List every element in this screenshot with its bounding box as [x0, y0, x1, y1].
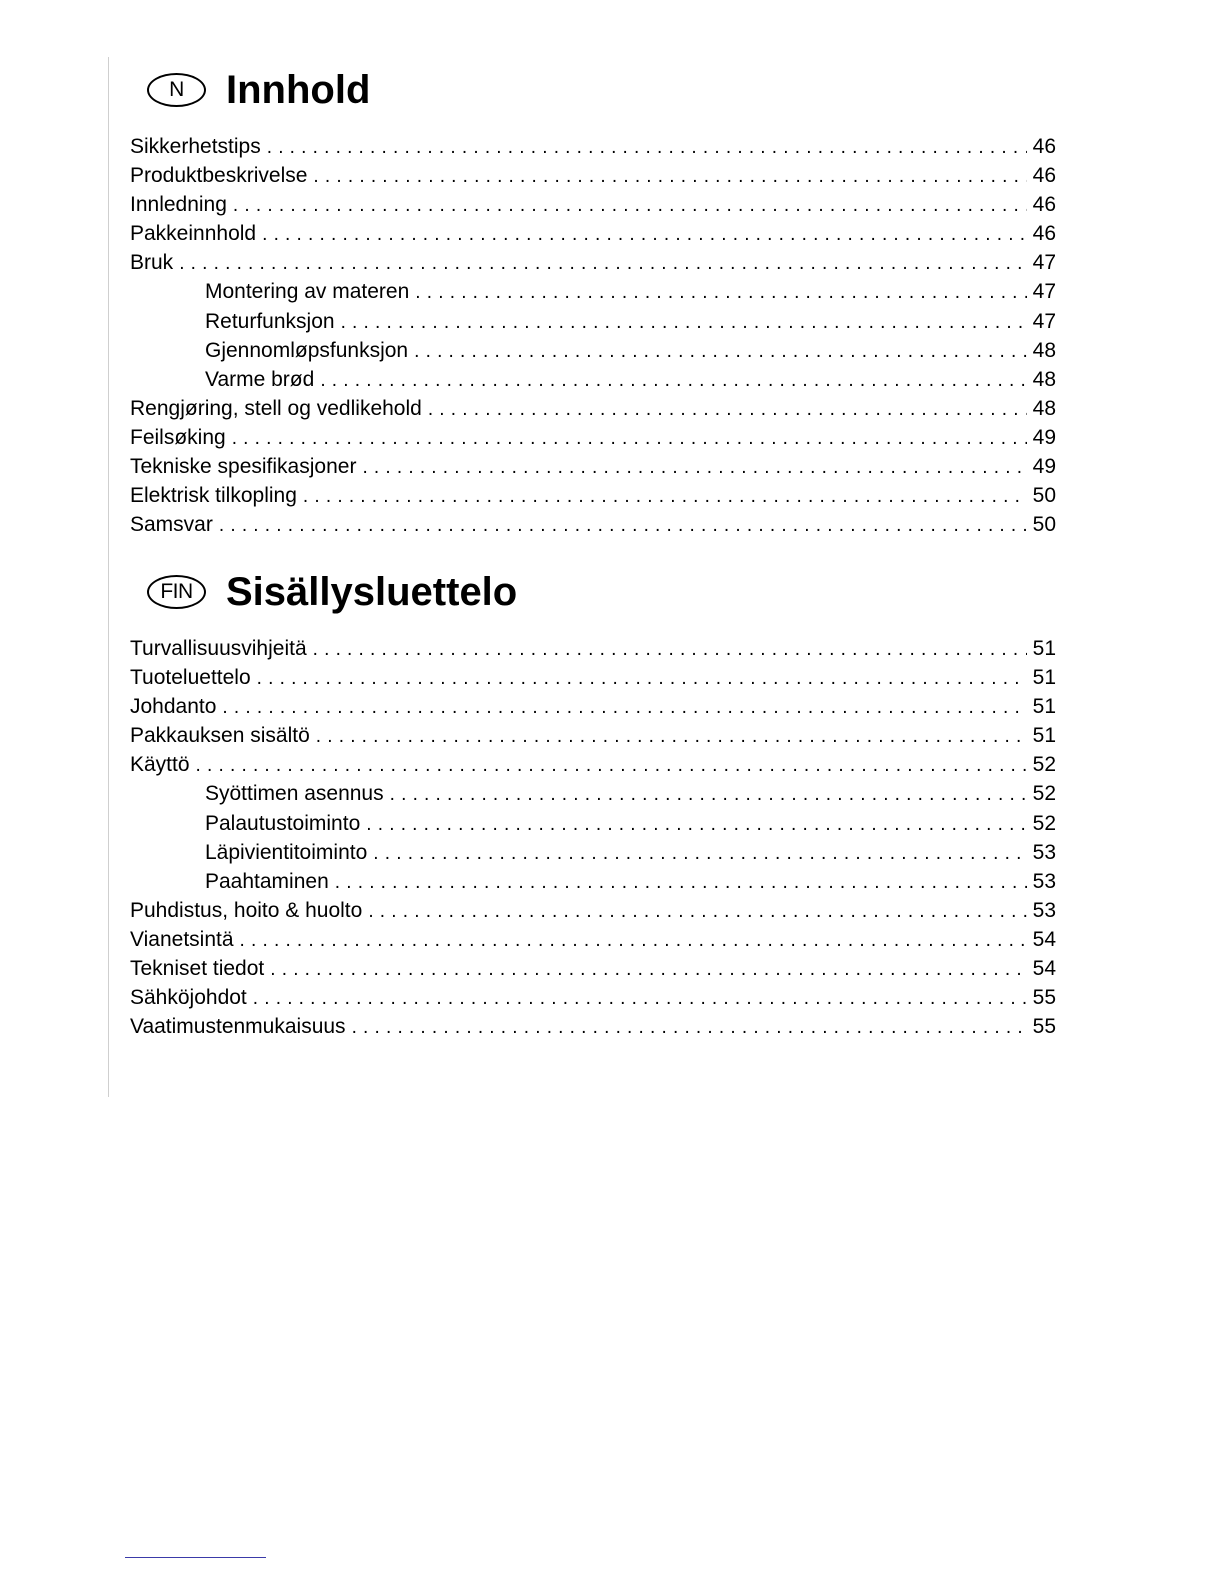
- dot-leader: [196, 751, 1027, 780]
- toc-entry-page: 49: [1032, 425, 1056, 449]
- dot-leader: [316, 722, 1027, 751]
- dot-leader: [335, 868, 1027, 897]
- dot-leader: [232, 424, 1027, 453]
- toc-entry-page: 50: [1032, 484, 1056, 508]
- toc-entry-page: 53: [1032, 840, 1056, 864]
- toc-entry-page: 55: [1032, 1015, 1056, 1039]
- toc-entry[interactable]: [130, 423, 1056, 452]
- toc-entry[interactable]: [130, 1012, 1056, 1041]
- toc-entry[interactable]: [130, 481, 1056, 510]
- dot-leader: [352, 1013, 1027, 1042]
- toc-entry-label: Johdanto: [130, 695, 217, 719]
- dot-leader: [428, 395, 1027, 424]
- toc-subentry[interactable]: [130, 809, 1056, 838]
- toc-entry-label: Turvallisuusvihjeitä: [130, 637, 307, 660]
- toc-entry-label: Läpivientitoiminto: [205, 840, 368, 864]
- toc-subentry[interactable]: [130, 365, 1056, 394]
- toc-entry-label: Vaatimustenmukaisuus: [130, 1015, 346, 1039]
- toc-entry-page: 51: [1032, 724, 1056, 748]
- dot-leader: [233, 191, 1027, 220]
- toc-entry-label: Sähköjohdot: [130, 986, 247, 1010]
- toc-entry-label: Tekniske spesifikasjoner: [130, 455, 357, 479]
- toc-entry-label: Produktbeskrivelse: [130, 164, 308, 188]
- toc-entry[interactable]: [130, 161, 1056, 190]
- toc-entry-page: 47: [1032, 251, 1056, 275]
- toc-entry-page: 48: [1032, 396, 1056, 420]
- dot-leader: [373, 839, 1026, 868]
- toc-entry-label: Sikkerhetstips: [130, 135, 261, 158]
- toc-entry-page: 46: [1032, 164, 1056, 188]
- toc-entry-page: 51: [1032, 695, 1056, 719]
- toc-subentry[interactable]: [130, 838, 1056, 867]
- toc-section-norwegian: [130, 64, 1056, 539]
- toc-list: [130, 132, 1056, 539]
- toc-entry-page: 46: [1032, 222, 1056, 246]
- dot-leader: [267, 133, 1027, 162]
- toc-entry-page: 53: [1032, 898, 1056, 922]
- dot-leader: [240, 926, 1027, 955]
- toc-entry-label: Puhdistus, hoito & huolto: [130, 898, 363, 922]
- toc-entry-page: 54: [1032, 957, 1056, 981]
- margin-rule: [108, 57, 109, 1097]
- toc-entry-label: Bruk: [130, 251, 174, 275]
- toc-entry[interactable]: [130, 634, 1056, 663]
- toc-entry-label: Feilsøking: [130, 425, 226, 449]
- toc-entry-label: Elektrisk tilkopling: [130, 484, 297, 508]
- toc-list: [130, 634, 1056, 1041]
- toc-entry[interactable]: [130, 925, 1056, 954]
- dot-leader: [303, 482, 1027, 511]
- dot-leader: [253, 984, 1027, 1013]
- toc-entry-page: 48: [1032, 338, 1056, 362]
- toc-entry[interactable]: [130, 452, 1056, 481]
- toc-entry-label: Pakkeinnhold: [130, 222, 257, 246]
- toc-entry-page: 51: [1032, 666, 1056, 690]
- toc-entry-label: Innledning: [130, 193, 227, 217]
- toc-entry[interactable]: [130, 132, 1056, 161]
- toc-entry-label: Gjennomløpsfunksjon: [205, 338, 409, 362]
- toc-entry[interactable]: [130, 954, 1056, 983]
- toc-entry-label: Tuoteluettelo: [130, 666, 251, 690]
- dot-leader: [219, 511, 1027, 540]
- dot-leader: [313, 635, 1027, 664]
- section-heading: [147, 64, 1056, 116]
- toc-subentry[interactable]: [130, 277, 1056, 306]
- toc-entry-label: Pakkauksen sisältö: [130, 724, 310, 748]
- toc-entry-page: 46: [1032, 135, 1056, 158]
- toc-entry[interactable]: [130, 692, 1056, 721]
- toc-entry-page: 50: [1032, 513, 1056, 537]
- toc-entry-label: Tekniset tiedot: [130, 957, 265, 981]
- section-title: Sisällysluettelo: [226, 569, 518, 614]
- toc-entry-page: 52: [1032, 753, 1056, 777]
- language-badge-icon: FIN: [147, 575, 206, 609]
- dot-leader: [390, 780, 1027, 809]
- toc-entry-page: 53: [1032, 869, 1056, 893]
- dot-leader: [313, 162, 1026, 191]
- toc-entry-label: Syöttimen asennus: [205, 782, 384, 806]
- toc-entry[interactable]: [130, 394, 1056, 423]
- section-heading: [147, 566, 1056, 618]
- toc-entry-label: Varme brød: [205, 367, 315, 391]
- toc-entry[interactable]: [130, 721, 1056, 750]
- toc-subentry[interactable]: [130, 307, 1056, 336]
- toc-entry[interactable]: [130, 896, 1056, 925]
- toc-entry-label: Vianetsintä: [130, 927, 234, 951]
- toc-entry[interactable]: [130, 750, 1056, 779]
- toc-entry-page: 47: [1032, 280, 1056, 304]
- toc-entry[interactable]: [130, 190, 1056, 219]
- toc-section-finnish: [130, 566, 1056, 1041]
- toc-entry-page: 55: [1032, 986, 1056, 1010]
- toc-entry[interactable]: [130, 248, 1056, 277]
- toc-entry[interactable]: [130, 983, 1056, 1012]
- dot-leader: [341, 308, 1027, 337]
- dot-leader: [262, 220, 1027, 249]
- language-badge-icon: N: [147, 73, 206, 107]
- dot-leader: [257, 664, 1027, 693]
- toc-entry[interactable]: [130, 510, 1056, 539]
- toc-entry[interactable]: [130, 663, 1056, 692]
- dot-leader: [414, 337, 1027, 366]
- toc-entry-page: 47: [1032, 309, 1056, 333]
- dot-leader: [366, 810, 1026, 839]
- toc-entry[interactable]: [130, 219, 1056, 248]
- dot-leader: [368, 897, 1026, 926]
- dot-leader: [179, 249, 1026, 278]
- toc-entry-label: Palautustoiminto: [205, 811, 361, 835]
- toc-entry-label: Paahtaminen: [205, 869, 329, 893]
- toc-subentry[interactable]: [130, 336, 1056, 365]
- toc-entry-page: 46: [1032, 193, 1056, 217]
- dot-leader: [222, 693, 1026, 722]
- toc-subentry[interactable]: [130, 779, 1056, 808]
- toc-entry-label: Käyttö: [130, 753, 190, 777]
- toc-entry-page: 54: [1032, 927, 1056, 951]
- dot-leader: [270, 955, 1026, 984]
- section-title: Innhold: [226, 67, 371, 112]
- toc-entry-page: 48: [1032, 367, 1056, 391]
- toc-entry-label: Returfunksjon: [205, 309, 335, 333]
- toc-entry-page: 51: [1032, 637, 1056, 660]
- toc-entry-page: 52: [1032, 811, 1056, 835]
- footnote-divider: [125, 1557, 266, 1558]
- dot-leader: [415, 278, 1026, 307]
- toc-entry-label: Rengjøring, stell og vedlikehold: [130, 396, 422, 420]
- toc-entry-label: Montering av materen: [205, 280, 410, 304]
- dot-leader: [320, 366, 1026, 395]
- toc-entry-page: 52: [1032, 782, 1056, 806]
- toc-entry-label: Samsvar: [130, 513, 213, 537]
- toc-entry-page: 49: [1032, 455, 1056, 479]
- dot-leader: [362, 453, 1026, 482]
- toc-subentry[interactable]: [130, 867, 1056, 896]
